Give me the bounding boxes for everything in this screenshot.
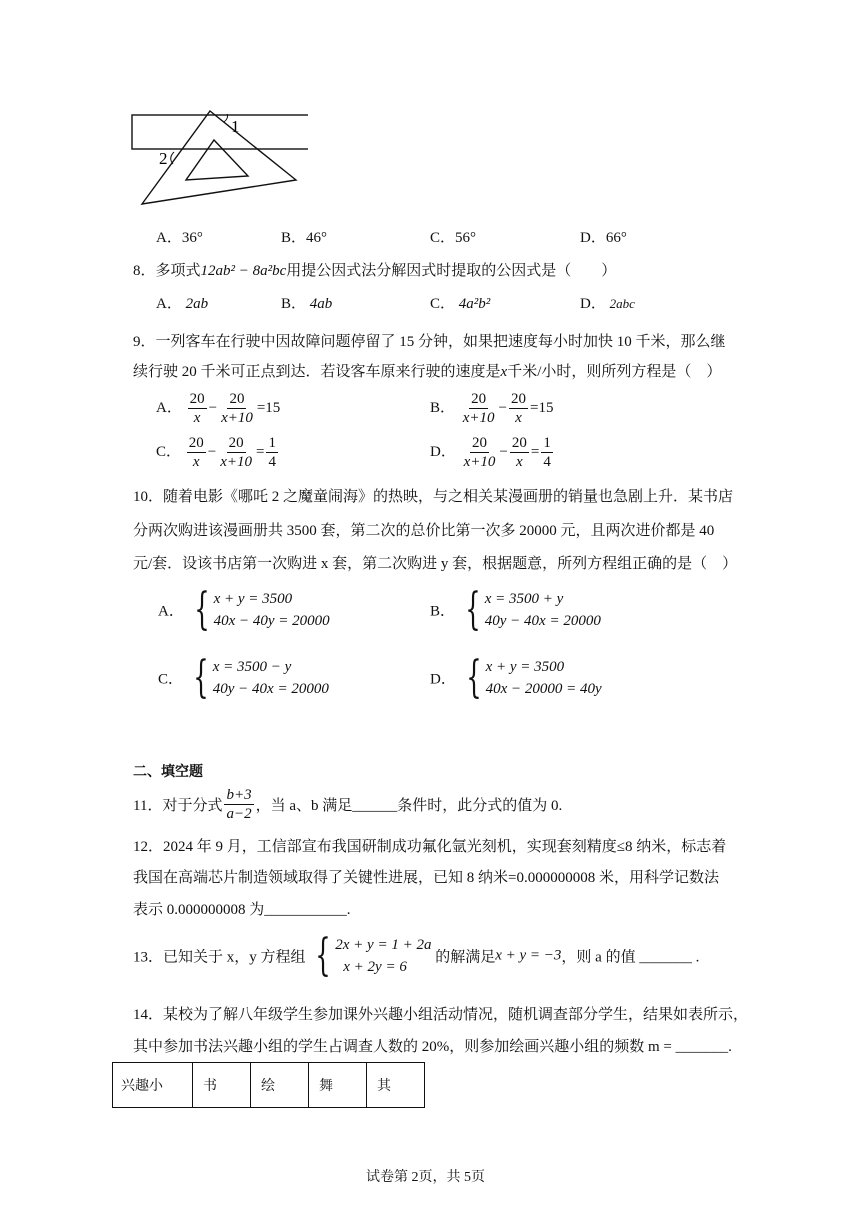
table-cell: 书: [193, 1063, 251, 1108]
q9-option-b: B． $\frac{20}{x+10}$ − $\frac{20}{x}$ =15: [430, 391, 554, 426]
angle-label-1: 1: [231, 117, 240, 136]
q8-option-c: C． 4a²b²: [430, 296, 491, 312]
q14-line2: 其中参加书法兴趣小组的学生占调查人数的 20%，则参加绘画兴趣小组的频数 m = _______.: [133, 1039, 732, 1055]
q8-option-b: B． 4ab: [281, 296, 333, 312]
q8-option-d: D． 2abc: [580, 296, 635, 312]
table-cell: 绘: [251, 1063, 309, 1108]
q7-option-a: A．36°: [156, 230, 203, 246]
table-row: [113, 1063, 425, 1108]
q10-line3: 元/套．设该书店第一次购进 x 套，第二次购进 y 套，根据题意，所列方程组正确的是（ ）: [133, 556, 738, 572]
q10-option-c: C． { x = 3500 − y 40y − 40x = 20000: [158, 652, 329, 703]
q13-stem: 13．已知关于 x，y 方程组 { 2x + y = 1 + 2a x + 2y = 6 的解满足x + y = −3，则 a 的值 _______ .: [133, 930, 700, 981]
q8-expression: 12ab² − 8a²bc: [200, 263, 287, 279]
table-cell: 舞: [309, 1063, 367, 1108]
q7-option-c: C．56°: [430, 230, 477, 246]
q12-line1: 12．2024 年 9 月，工信部宣布我国研制成功氟化氩光刻机，实现套刻精度≤8 纳米，标志着: [133, 839, 727, 855]
inner-triangle: [186, 140, 248, 180]
table-cell: 其: [367, 1063, 425, 1108]
q10-option-b: B． { x = 3500 + y 40y − 40x = 20000: [430, 584, 601, 635]
q9-option-c: C． $\frac{20}{x}$ − $\frac{20}{x+10}$ = $\frac{1}{4}$: [156, 435, 276, 470]
q9-option-d: D． $\frac{20}{x+10}$ − $\frac{20}{x}$ = $\frac{1}{4}$: [430, 435, 551, 470]
table-cell: 兴趣小: [113, 1063, 193, 1108]
q9-line1: 9．一列客车在行驶中因故障问题停留了 15 分钟，如果把速度每小时加快 10 千米，那么继: [133, 334, 726, 350]
q14-table: [112, 1062, 425, 1108]
q11-stem: 11．对于分式 $\frac{b+3}{a-2}$ ，当 a、b 满足______条件时，此分式的值为 0.: [133, 787, 563, 822]
ruler-rect: [132, 115, 308, 149]
q10-line2: 分两次购进该漫画册共 3500 套，第二次的总价比第一次多 20000 元，且两次进价都是 40: [133, 523, 715, 539]
q7-option-b: B．46°: [281, 230, 328, 246]
q8-option-a: A． 2ab: [156, 296, 209, 312]
q12-line2: 我国在高端芯片制造领域取得了关键性进展，已知 8 纳米=0.000000008 米，用科学记数法: [133, 870, 719, 886]
angle-label-2: 2: [159, 149, 168, 168]
q9-option-a: A． $\frac{20}{x}$ − $\frac{20}{x+10}$ =15: [156, 391, 281, 426]
page-footer: 试卷第 2页，共 5页: [366, 1170, 485, 1185]
q7-option-d: D．66°: [580, 230, 627, 246]
section-title: 二、填空题: [133, 763, 203, 779]
q8-stem: 8．多项式12ab² − 8a²bc用提公因式法分解因式时提取的公因式是（ ）: [133, 263, 617, 279]
triangle-ruler-figure: [128, 108, 308, 208]
q9-line2: 续行驶 20 千米可正点到达．若设客车原来行驶的速度是x千米/小时，则所列方程是（ ）: [133, 364, 722, 380]
q10-option-d: D． { x + y = 3500 40x − 20000 = 40y: [430, 652, 602, 703]
q10-line1: 10．随着电影《哪吒 2 之魔童闹海》的热映，与之相关某漫画册的销量也急剧上升．某书店: [133, 489, 734, 505]
q14-line1: 14．某校为了解八年级学生参加课外兴趣小组活动情况，随机调查部分学生，结果如表所示，: [133, 1007, 749, 1023]
q12-line3: 表示 0.000000008 为___________.: [133, 902, 351, 918]
q10-option-a: A． { x + y = 3500 40x − 40y = 20000: [158, 584, 330, 635]
